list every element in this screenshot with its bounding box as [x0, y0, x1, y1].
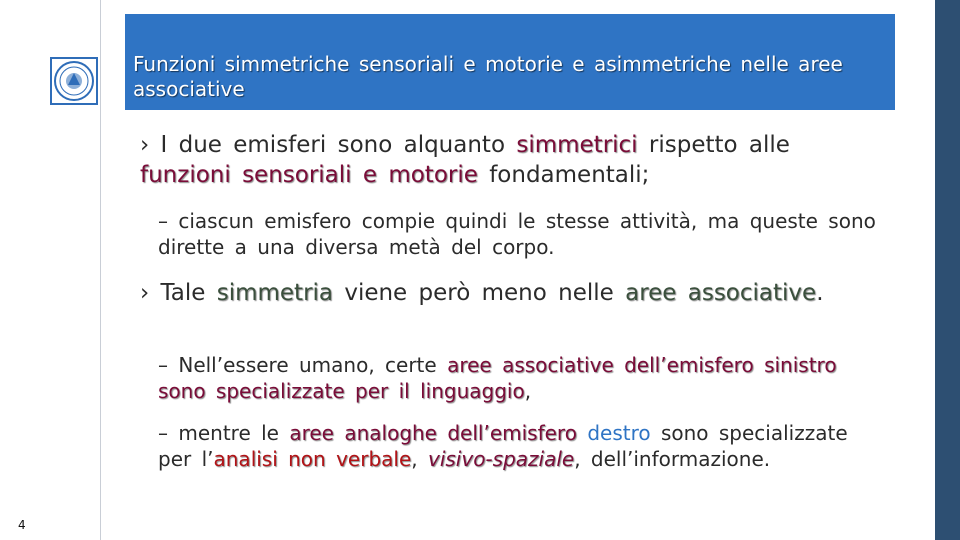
- sub-bullet-marker: –: [158, 353, 168, 377]
- highlight-destro: destro: [587, 421, 651, 445]
- university-seal-icon: [50, 57, 98, 105]
- sub-bullet-text: ciascun emisfero compie quindi le stesse attività, ma queste sono dirette a una diversa metà del corpo.: [158, 209, 876, 259]
- slide-title: Funzioni simmetriche sensoriali e motorie e asimmetriche nelle aree associative: [133, 52, 843, 101]
- slide-number: 4: [18, 518, 26, 532]
- highlight-aree-associative: aree associative: [625, 280, 817, 306]
- highlight-simmetrici: simmetrici: [516, 132, 638, 158]
- sub-bullet-text: ,: [411, 447, 428, 471]
- highlight-visivo-spaziale: visivo-spaziale: [427, 447, 575, 471]
- sub-bullet-text: mentre le: [178, 421, 290, 445]
- highlight-simmetria: simmetria: [216, 280, 334, 306]
- sub-bullet-text: Nell’essere umano, certe: [178, 353, 448, 377]
- title-banner: [125, 14, 895, 110]
- bullet-marker: ›: [140, 132, 150, 158]
- sub-bullet-text: sono specializzate per l’: [158, 421, 848, 471]
- sub-bullet-marker: –: [158, 209, 168, 233]
- sub-bullet-marker: –: [158, 421, 168, 445]
- right-accent-bar: [935, 0, 960, 540]
- sub-bullet-text: , dell’informazione.: [574, 447, 771, 471]
- highlight-linguaggio: linguaggio: [420, 379, 525, 403]
- bullet-text: .: [816, 280, 824, 306]
- bullet-text: I due emisferi sono alquanto: [160, 132, 517, 158]
- highlight-aree-sinistro: aree associative dell’emisfero sinistro sono specializzate per il: [158, 353, 837, 403]
- bullet-2: [140, 278, 824, 308]
- bullet-text: Tale: [160, 280, 217, 306]
- bullet-marker: ›: [140, 280, 150, 306]
- bullet-text: viene però meno nelle: [333, 280, 626, 306]
- sub-bullet-1: [158, 208, 880, 260]
- bullet-text: fondamentali;: [477, 162, 650, 188]
- highlight-funzioni: funzioni sensoriali e motorie: [140, 162, 478, 188]
- sub-bullet-2: [158, 352, 880, 404]
- sub-bullet-3: [158, 420, 880, 472]
- highlight-aree-analoghe: aree analoghe dell’emisfero: [289, 421, 588, 445]
- highlight-analisi-non-verbale: analisi non verbale: [213, 447, 412, 471]
- sub-bullet-text: ,: [524, 379, 532, 403]
- bullet-text: rispetto alle: [637, 132, 790, 158]
- bullet-1: [140, 130, 880, 190]
